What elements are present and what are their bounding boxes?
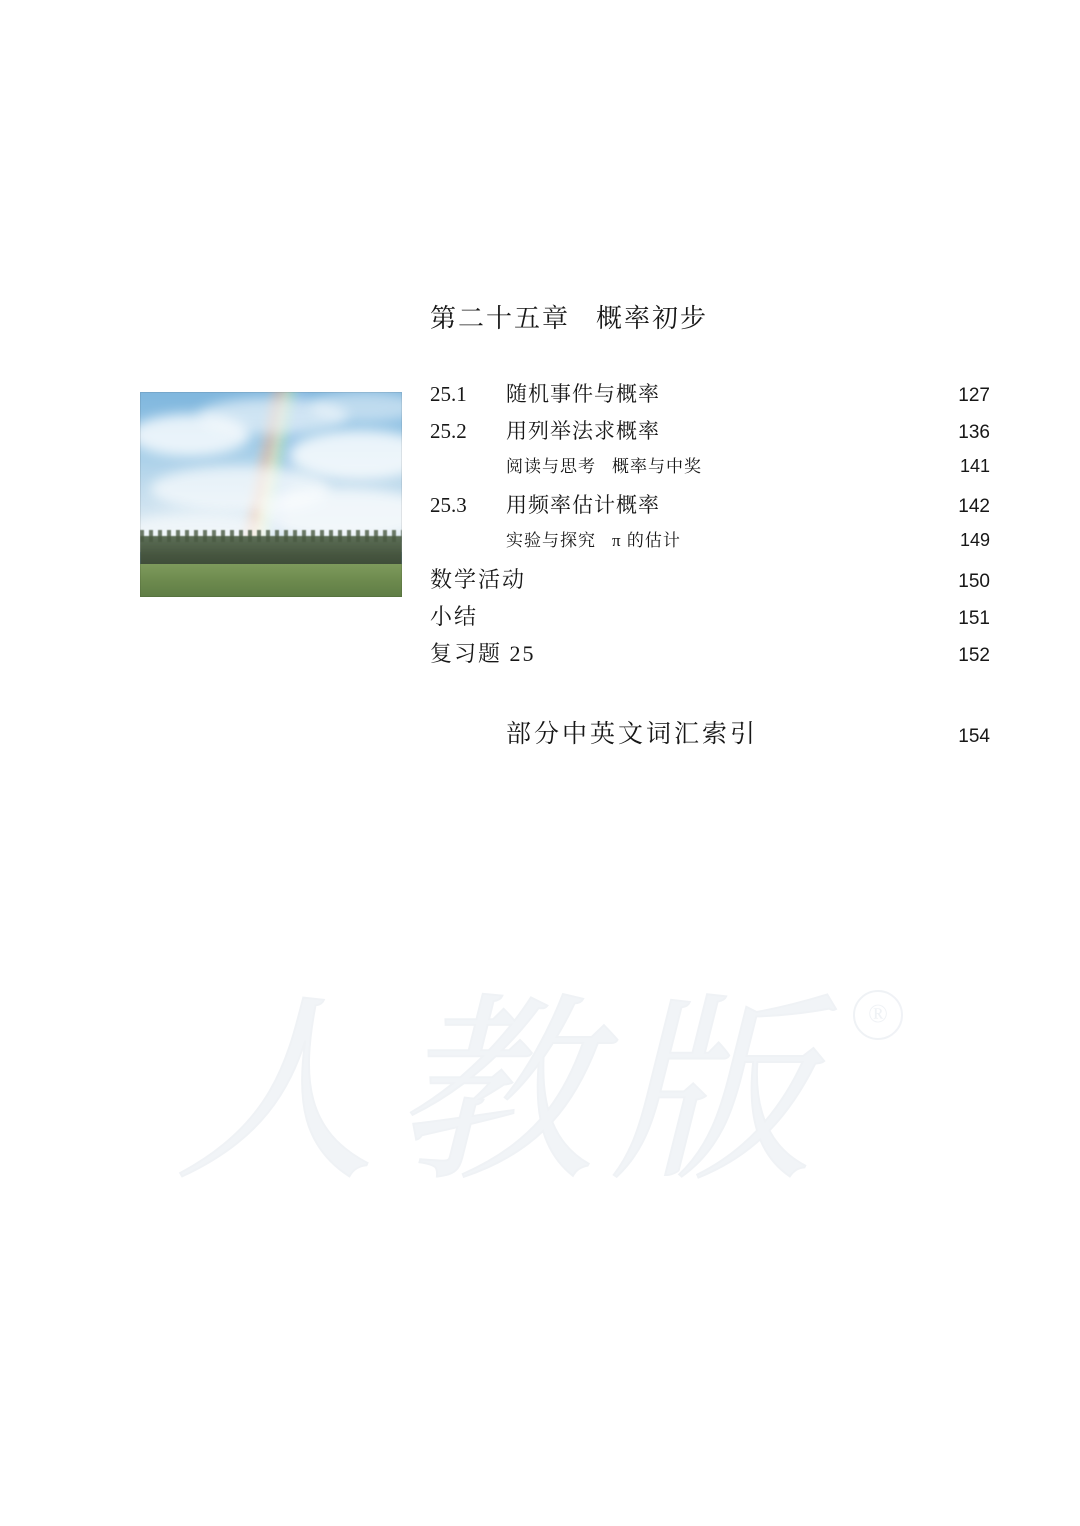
toc-entry-title: 小结 xyxy=(430,604,479,629)
toc-entry-page: 149 xyxy=(959,530,990,550)
publisher-watermark xyxy=(175,980,915,1210)
toc-entry-review[interactable] xyxy=(430,637,990,674)
grass-field xyxy=(140,564,402,597)
toc-subentry-extra: π 的估计 xyxy=(612,531,681,550)
toc-entry-title: 用列举法求概率 xyxy=(506,419,660,443)
toc-entry-page: 150 xyxy=(958,571,990,592)
toc-entry-page: 152 xyxy=(958,645,990,666)
cloud-shape xyxy=(198,398,348,434)
toc-entry[interactable] xyxy=(430,415,990,452)
toc-entry-number: 25.1 xyxy=(430,382,467,406)
toc-entry-page: 127 xyxy=(958,385,990,406)
chapter-number: 第二十五章 xyxy=(430,304,571,333)
toc-entry-page: 136 xyxy=(958,422,990,443)
toc-entry-number: 25.2 xyxy=(430,419,467,443)
toc-entry-activities[interactable] xyxy=(430,563,990,600)
toc-entry-page: 141 xyxy=(959,456,990,476)
toc-entry[interactable] xyxy=(430,378,990,415)
toc-subentry[interactable] xyxy=(430,452,990,489)
toc-entry-title: 部分中英文词汇索引 xyxy=(506,721,759,748)
chapter-title: 概率初步 xyxy=(596,304,709,333)
rainbow-photo xyxy=(140,392,402,597)
toc-subentry-title xyxy=(506,526,930,551)
toc-entry-summary[interactable] xyxy=(430,600,990,637)
toc-entry-title: 复习题 25 xyxy=(430,641,536,666)
toc-entry-page: 142 xyxy=(958,496,990,517)
chapter-heading xyxy=(430,298,708,335)
toc-entry-title: 用频率估计概率 xyxy=(506,493,660,517)
toc-entry-page: 154 xyxy=(958,726,990,747)
toc-subentry-extra: 概率与中奖 xyxy=(612,457,702,476)
registered-trademark-icon: ® xyxy=(853,990,903,1040)
toc-entry-number: 25.3 xyxy=(430,493,467,517)
toc-entry-index[interactable] xyxy=(430,714,990,754)
toc-subentry-label: 实验与探究 xyxy=(506,531,596,550)
toc-entry[interactable] xyxy=(430,489,990,526)
toc-entry-title: 数学活动 xyxy=(430,567,527,592)
table-of-contents xyxy=(430,378,990,754)
toc-subentry-label: 阅读与思考 xyxy=(506,457,596,476)
watermark-text: 人教版 xyxy=(175,984,830,1205)
toc-entry-title: 随机事件与概率 xyxy=(506,382,660,406)
toc-subentry-title xyxy=(506,452,930,477)
toc-entry-page: 151 xyxy=(958,608,990,629)
toc-subentry[interactable] xyxy=(430,526,990,563)
